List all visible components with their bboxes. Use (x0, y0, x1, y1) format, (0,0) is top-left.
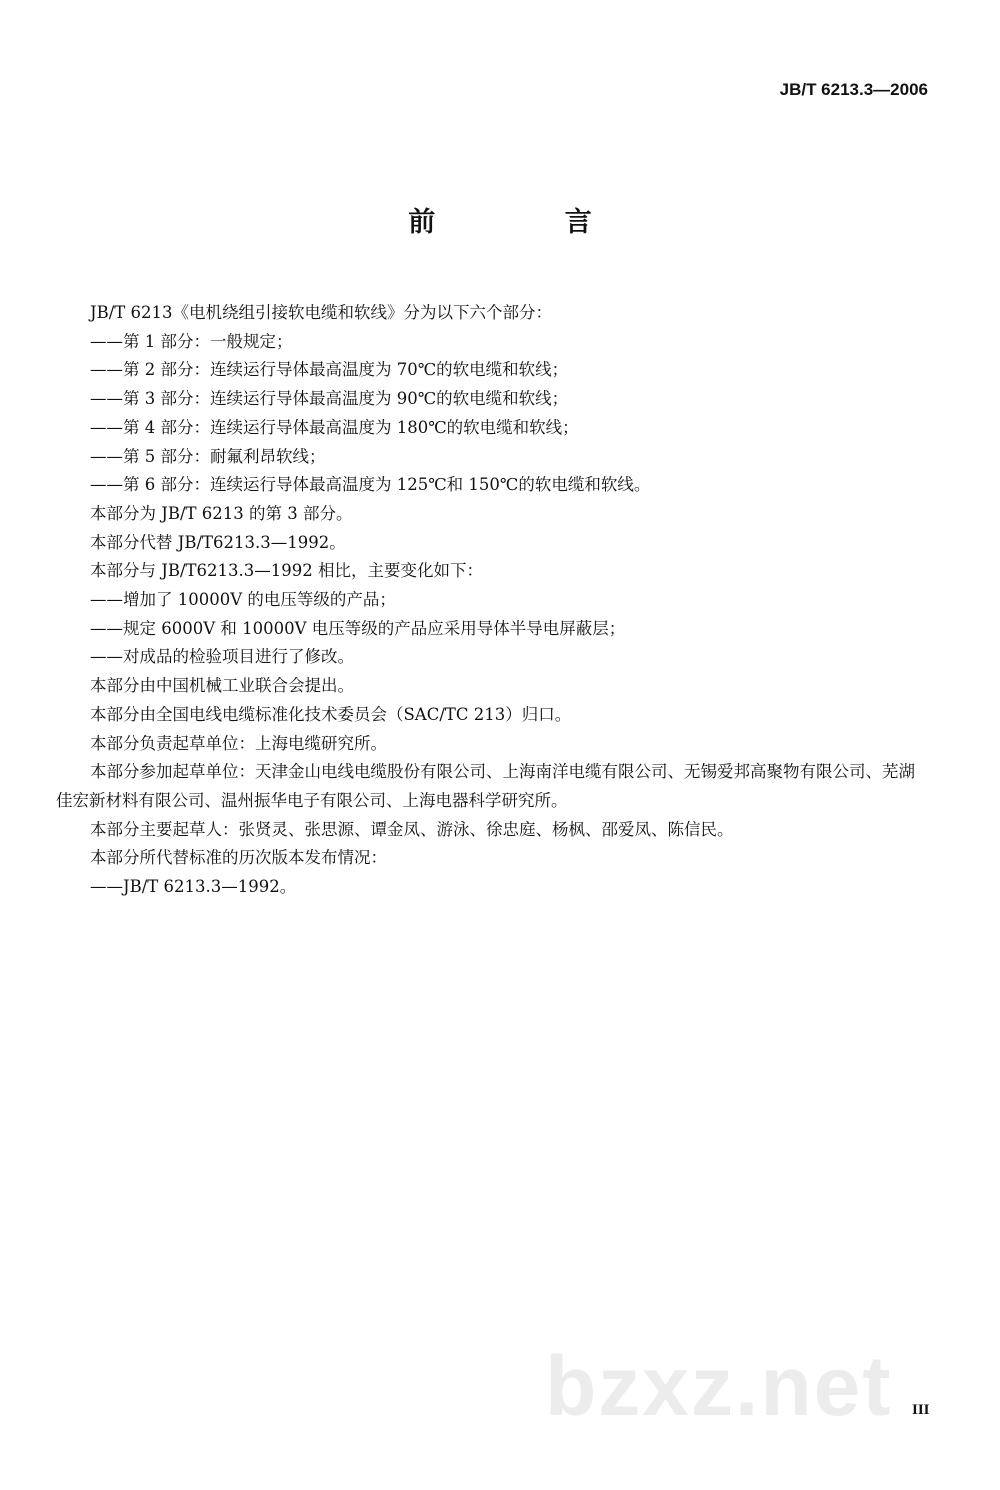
paragraph: ——第 2 部分：连续运行导体最高温度为 70℃的软电缆和软线； (90, 360, 569, 380)
paragraph: 本部分所代替标准的历次版本发布情况： (90, 848, 387, 868)
page-number: III (912, 1402, 930, 1418)
foreword-body (56, 299, 928, 902)
paragraph: ——规定 6000V 和 10000V 电压等级的产品应采用导体半导电屏蔽层； (90, 618, 626, 638)
page-title: 前 言 (408, 207, 652, 238)
paragraph: ——第 5 部分：耐氟利昂软线； (90, 446, 326, 466)
paragraph: ——第 6 部分：连续运行导体最高温度为 125℃和 150℃的软电缆和软线。 (90, 475, 651, 495)
paragraph: ——对成品的检验项目进行了修改。 (90, 647, 354, 667)
paragraph: 本部分参加起草单位：天津金山电线电缆股份有限公司、上海南洋电缆有限公司、无锡爱邦高聚物有限公司、芜湖佳宏新材料有限公司、温州振华电子有限公司、上海电器科学研究所。 (56, 762, 915, 810)
paragraph: 本部分由全国电线电缆标准化技术委员会（SAC/TC 213）归口。 (90, 704, 572, 724)
paragraph: 本部分主要起草人：张贤灵、张思源、谭金凤、游泳、徐忠庭、杨枫、邵爱凤、陈信民。 (90, 819, 734, 839)
paragraph: 本部分负责起草单位：上海电缆研究所。 (90, 733, 387, 753)
paragraph: 本部分由中国机械工业联合会提出。 (90, 676, 354, 696)
paragraph: ——第 1 部分：一般规定； (90, 331, 293, 351)
standard-code-header: JB/T 6213.3—2006 (779, 80, 928, 99)
paragraph: 本部分为 JB/T 6213 的第 3 部分。 (90, 503, 353, 523)
paragraph: ——第 4 部分：连续运行导体最高温度为 180℃的软电缆和软线； (90, 417, 579, 437)
paragraph: ——第 3 部分：连续运行导体最高温度为 90℃的软电缆和软线； (90, 389, 569, 409)
paragraph: JB/T 6213《电机绕组引接软电缆和软线》分为以下六个部分： (90, 303, 553, 322)
paragraph: 本部分与 JB/T6213.3—1992 相比，主要变化如下： (90, 561, 484, 581)
watermark: bzxz.net (545, 1339, 893, 1433)
paragraph: 本部分代替 JB/T6213.3—1992。 (90, 532, 346, 552)
paragraph: ——JB/T 6213.3—1992。 (90, 877, 297, 897)
paragraph: ——增加了 10000V 的电压等级的产品； (90, 590, 396, 610)
